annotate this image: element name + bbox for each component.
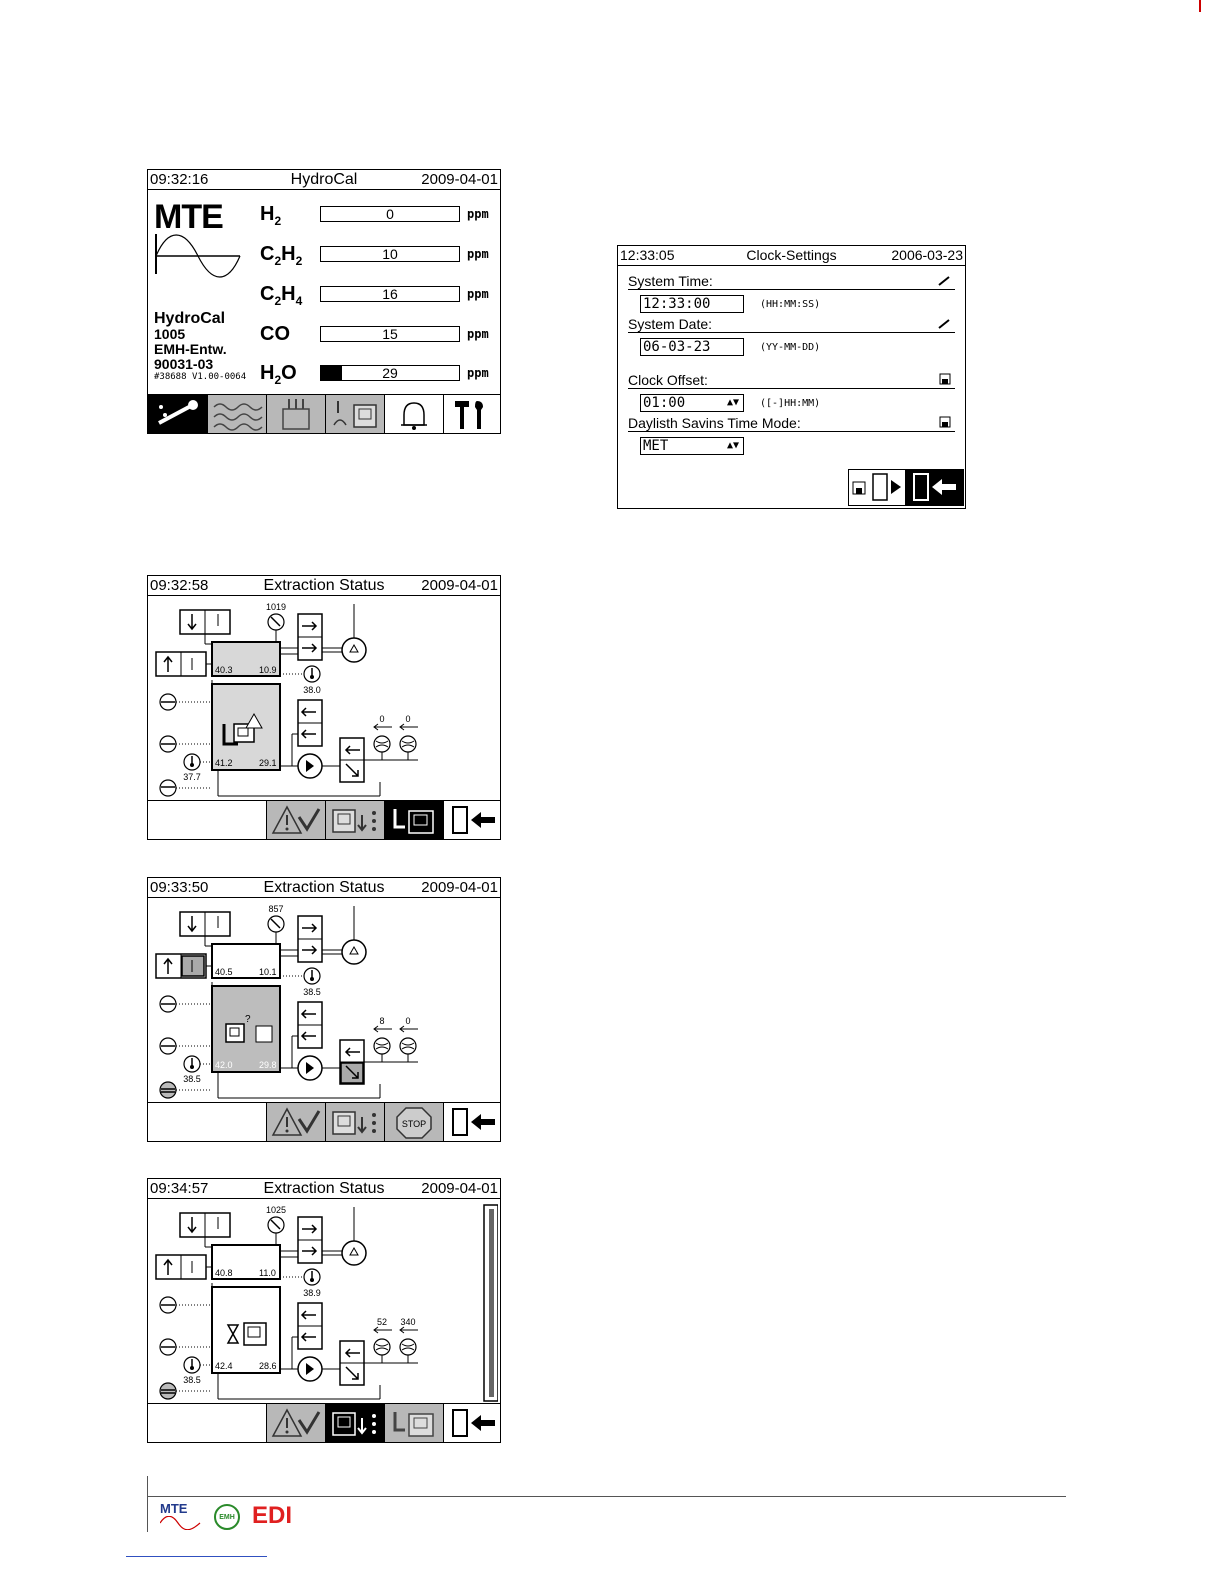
clock-offset-hint: ([-]HH:MM) xyxy=(760,398,821,409)
exit-button[interactable] xyxy=(443,1103,500,1141)
screen-title: Extraction Status xyxy=(263,1180,385,1197)
sensor-icon xyxy=(151,397,205,431)
transformer-icon xyxy=(269,397,323,431)
extraction-mode-button[interactable] xyxy=(384,801,443,839)
gas-unit: ppm xyxy=(467,207,489,221)
device-location: EMH-Entw. xyxy=(154,341,227,357)
upper-left-value: 40.8 xyxy=(215,1268,233,1278)
clock-time: 09:32:16 xyxy=(150,171,209,188)
mte-footer-logo xyxy=(160,1502,202,1532)
spin-arrows-icon: ▲▼ xyxy=(726,440,739,451)
gas-name: $H_2$ xyxy=(260,203,282,228)
mid-temperature-value: 38.9 xyxy=(303,1288,321,1298)
mte-footer-logo-text: MTE xyxy=(160,1501,188,1516)
oil-icon xyxy=(210,397,264,431)
stop-label: STOP xyxy=(401,1119,427,1129)
flow-meter-2-value: 340 xyxy=(400,1317,416,1327)
extraction-toolbar xyxy=(148,1403,500,1442)
extraction-icon xyxy=(328,397,382,431)
dst-mode-value: MET xyxy=(643,438,669,454)
lower-left-value: 42.0 xyxy=(215,1060,233,1070)
device-number: 90031-03 xyxy=(154,356,214,372)
extraction-mode-icon xyxy=(387,803,441,837)
clock-time: 12:33:05 xyxy=(620,247,675,263)
save-disk-icon xyxy=(939,416,951,428)
sensor-button[interactable] xyxy=(148,395,207,433)
footer-link-underline xyxy=(126,1556,267,1557)
title-bar xyxy=(148,576,500,596)
clock-time: 09:33:50 xyxy=(150,879,209,896)
gas-level-bar xyxy=(320,246,460,262)
flow-meter-2-value: 0 xyxy=(405,714,411,724)
exit-door-icon xyxy=(906,469,962,505)
lower-left-value: 41.2 xyxy=(215,758,233,768)
footer-logos xyxy=(160,1502,310,1532)
warning-check-icon xyxy=(269,1406,323,1440)
mid-temperature-value: 38.5 xyxy=(303,987,321,997)
flow-meter-1-value: 8 xyxy=(379,1016,385,1026)
extraction-toolbar xyxy=(148,1102,500,1141)
edit-pencil-icon xyxy=(937,318,951,330)
clock-settings-screen xyxy=(617,245,966,509)
stop-button[interactable] xyxy=(384,1103,443,1141)
device-transfer-button[interactable] xyxy=(325,1103,384,1141)
upper-left-value: 40.3 xyxy=(215,665,233,675)
gas-unit: ppm xyxy=(467,247,489,261)
system-time-input[interactable]: 12:33:00 xyxy=(640,295,744,313)
exit-door-icon xyxy=(447,1105,497,1139)
firmware-version: V1.00-0064 xyxy=(191,372,247,382)
system-time-hint: (HH:MM:SS) xyxy=(760,299,821,310)
low-temperature-value: 37.7 xyxy=(183,772,201,782)
pressure-value: 1019 xyxy=(265,602,287,612)
tools-icon xyxy=(447,397,497,431)
system-date-hint: (YY-MM-DD) xyxy=(760,342,821,353)
extraction-diagram xyxy=(148,1199,498,1404)
divider xyxy=(628,289,955,290)
title-bar xyxy=(148,1179,500,1199)
alarm-bell-icon xyxy=(387,397,441,431)
extraction-toolbar xyxy=(148,800,500,839)
device-transfer-button[interactable] xyxy=(325,801,384,839)
clock-time: 09:34:57 xyxy=(150,1180,209,1197)
flow-meter-1-value: 52 xyxy=(376,1317,388,1327)
extraction-button[interactable] xyxy=(325,395,384,433)
exit-button[interactable] xyxy=(906,469,964,506)
extraction-diagram xyxy=(148,596,498,801)
upper-right-value: 10.9 xyxy=(259,665,277,675)
clock-date: 2009-04-01 xyxy=(421,1180,498,1197)
clock-time: 09:32:58 xyxy=(150,577,209,594)
sine-wave-icon xyxy=(160,1516,202,1530)
extraction-status-screen xyxy=(147,575,501,840)
device-transfer-icon xyxy=(328,803,382,837)
upper-left-value: 40.5 xyxy=(215,967,233,977)
oil-button[interactable] xyxy=(207,395,266,433)
gas-level-bar xyxy=(320,365,460,381)
upper-right-value: 10.1 xyxy=(259,967,277,977)
gas-name: $C_2H_2$ xyxy=(260,243,303,268)
warning-check-icon xyxy=(269,803,323,837)
stop-sign-icon xyxy=(387,1105,441,1139)
hydrocal-screen xyxy=(147,169,501,434)
gas-unit: ppm xyxy=(467,287,489,301)
screen-title: Clock-Settings xyxy=(746,247,837,263)
footer-vertical-rule xyxy=(147,1476,148,1532)
device-name: HydroCal xyxy=(154,310,226,327)
mid-temperature-value: 38.0 xyxy=(303,685,321,695)
transformer-button[interactable] xyxy=(266,395,325,433)
dst-mode-label: Daylisth Savins Time Mode: xyxy=(628,415,801,431)
screen-title: Extraction Status xyxy=(263,577,385,594)
clock-date: 2006-03-23 xyxy=(891,247,963,263)
extraction-status-screen xyxy=(147,1178,501,1443)
warning-check-icon xyxy=(269,1105,323,1139)
gas-level-bar xyxy=(320,206,460,222)
pressure-value: 1025 xyxy=(265,1205,287,1215)
mte-logo xyxy=(154,200,244,275)
gas-name: $H_2O$ xyxy=(260,362,297,387)
device-transfer-icon xyxy=(328,1406,382,1440)
edi-footer-logo: EDI xyxy=(252,1502,293,1529)
acknowledge-warning-button[interactable] xyxy=(266,1404,325,1442)
divider xyxy=(628,431,955,432)
lower-left-value: 42.4 xyxy=(215,1361,233,1371)
pressure-value: 857 xyxy=(268,904,284,914)
device-id: 1005 xyxy=(154,326,186,342)
extraction-mode-button[interactable] xyxy=(384,1404,443,1442)
acknowledge-warning-button[interactable] xyxy=(266,801,325,839)
lower-right-value: 28.6 xyxy=(259,1361,277,1371)
tools-button[interactable] xyxy=(443,395,500,433)
gas-value: 10 xyxy=(382,246,398,262)
system-time-label: System Time: xyxy=(628,273,713,289)
gas-unit: ppm xyxy=(467,366,489,380)
system-date-label: System Date: xyxy=(628,316,713,332)
exit-button[interactable] xyxy=(443,801,500,839)
clock-date: 2009-04-01 xyxy=(421,879,498,896)
device-info xyxy=(154,310,246,382)
svg-text:?: ? xyxy=(245,1014,251,1025)
title-bar xyxy=(618,246,965,266)
system-date-input[interactable]: 06-03-23 xyxy=(640,338,744,356)
toolbar-spacer xyxy=(148,1404,266,1442)
extraction-status-screen xyxy=(147,877,501,1142)
flow-meter-2-value: 0 xyxy=(405,1016,411,1026)
clock-date: 2009-04-01 xyxy=(421,577,498,594)
exit-door-icon xyxy=(447,803,497,837)
gas-level-bar xyxy=(320,326,460,342)
flow-meter-1-value: 0 xyxy=(379,714,385,724)
gas-name: CO xyxy=(260,323,290,345)
sine-wave-icon xyxy=(154,234,244,284)
acknowledge-warning-button[interactable] xyxy=(266,1103,325,1141)
page-edge-mark xyxy=(1199,0,1201,12)
emh-footer-logo-text: EMH xyxy=(219,1514,235,1521)
title-bar xyxy=(148,170,500,190)
extraction-mode-icon xyxy=(387,1406,441,1440)
clock-offset-value: 01:00 xyxy=(643,395,686,411)
alarm-button[interactable] xyxy=(384,395,443,433)
lower-right-value: 29.1 xyxy=(259,758,277,768)
screen-title: Extraction Status xyxy=(263,879,385,896)
gas-unit: ppm xyxy=(467,327,489,341)
gas-value: 0 xyxy=(386,206,394,222)
main-toolbar xyxy=(148,394,500,433)
clock-offset-select[interactable] xyxy=(640,394,744,412)
serial-number: #38688 xyxy=(154,372,187,382)
save-exit-button[interactable] xyxy=(848,469,906,506)
edit-pencil-icon xyxy=(937,275,951,287)
device-transfer-icon xyxy=(328,1105,382,1139)
save-disk-icon xyxy=(939,373,951,385)
gas-level-bar xyxy=(320,286,460,302)
emh-footer-logo xyxy=(214,1504,240,1530)
divider xyxy=(628,332,955,333)
divider xyxy=(628,388,955,389)
clock-offset-label: Clock Offset: xyxy=(628,372,708,388)
device-transfer-button[interactable] xyxy=(325,1404,384,1442)
clock-date: 2009-04-01 xyxy=(421,171,498,188)
save-exit-icon xyxy=(849,470,905,504)
low-temperature-value: 38.5 xyxy=(183,1074,201,1084)
gas-value: 16 xyxy=(382,286,398,302)
upper-right-value: 11.0 xyxy=(259,1268,276,1278)
toolbar-spacer xyxy=(148,1103,266,1141)
screen-title: HydroCal xyxy=(290,171,358,188)
lower-right-value: 29.8 xyxy=(259,1060,277,1070)
firmware-line xyxy=(154,372,246,382)
dst-mode-select[interactable] xyxy=(640,437,744,455)
low-temperature-value: 38.5 xyxy=(183,1375,201,1385)
logo-text: MTE xyxy=(154,198,223,236)
title-bar xyxy=(148,878,500,898)
exit-button[interactable] xyxy=(443,1404,500,1442)
exit-door-icon xyxy=(447,1406,497,1440)
footer-rule xyxy=(148,1496,1066,1497)
gas-value: 29 xyxy=(382,365,398,381)
spin-arrows-icon: ▲▼ xyxy=(726,397,739,408)
extraction-diagram xyxy=(148,898,498,1103)
toolbar-spacer xyxy=(148,801,266,839)
gas-value: 15 xyxy=(382,326,398,342)
gas-name: $C_2H_4$ xyxy=(260,283,303,308)
